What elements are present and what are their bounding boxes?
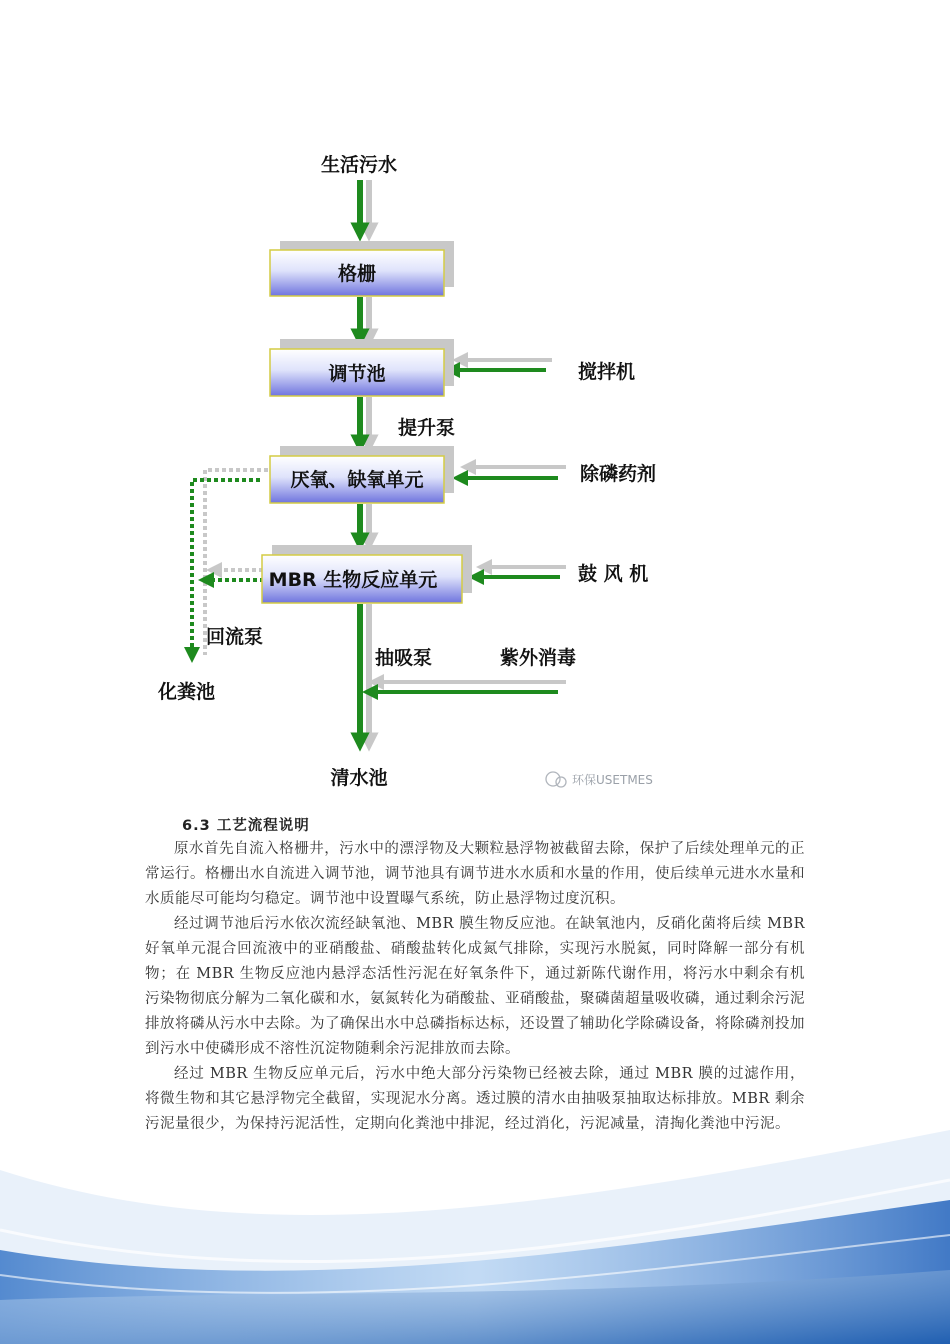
grid-box-label: 格栅: [337, 263, 377, 285]
mixer-arrow: [452, 360, 552, 370]
wechat-icon: [546, 772, 560, 786]
flow-arrow-tank-to-anoxic: [360, 397, 369, 444]
mbr-unit-box: [262, 545, 472, 603]
flow-arrow-inlet: [360, 180, 369, 232]
regulating-tank-box: [270, 339, 454, 396]
regulating-tank-label: 调节池: [328, 363, 386, 385]
return-pump-label: 回流泵: [206, 626, 264, 648]
flow-arrow-grid-to-tank: [360, 297, 369, 338]
grid-box: [270, 241, 454, 296]
flow-arrow-mbr-to-clear-water: [360, 604, 369, 742]
input-label: 生活污水: [320, 154, 398, 176]
paragraph-3: 经过 MBR 生物反应单元后，污水中绝大部分污染物已经被去除，通过 MBR 膜的过滤作用，将微生物和其它悬浮物完全截留，实现泥水分离。透过膜的清水由抽吸泵抽取达标排放。MBR 剩余污泥量很少，为保持污泥活性，定期向化粪池中排泥，经过消化，污泥减量，清掏化粪池中污泥。: [145, 1066, 805, 1132]
phosphorus-agent-arrow: [460, 467, 566, 478]
flow-arrow-anoxic-to-mbr: [360, 504, 369, 542]
anoxic-unit-box: [270, 446, 454, 503]
mbr-unit-label: MBR 生物反应单元: [268, 569, 438, 591]
watermark-text: 环保USETMES: [572, 773, 653, 787]
mixer-label: 搅拌机: [578, 361, 636, 383]
clear-water-tank-label: 清水池: [330, 767, 388, 789]
uv-disinfection-label: 紫外消毒: [500, 647, 577, 669]
anoxic-unit-label: 厌氧、缺氧单元: [290, 469, 424, 491]
paragraph-1: 原水首先自流入格栅井，污水中的漂浮物及大颗粒悬浮物被截留去除，保护了后续处理单元的正常运行。格栅出水自流进入调节池，调节池具有调节进水水质和水量的作用，使后续单元进水水量和水质能尽可能均匀稳定。调节池中设置曝气系统，防止悬浮物过度沉积。: [145, 841, 805, 907]
process-description: [145, 814, 805, 1137]
watermark: [546, 772, 653, 787]
lift-pump-label: 提升泵: [398, 417, 456, 439]
septic-tank-label: 化粪池: [158, 681, 216, 703]
phosphorus-agent-label: 除磷药剂: [580, 463, 657, 485]
uv-disinfection-arrow: [370, 682, 566, 692]
blower-label: 鼓 风 机: [578, 563, 649, 585]
blower-arrow: [476, 567, 566, 577]
suction-pump-label: 抽吸泵: [375, 647, 433, 669]
section-title: 6.3 工艺流程说明: [182, 818, 310, 834]
paragraph-2: 经过调节池后污水依次流经缺氧池、MBR 膜生物反应池。在缺氧池内，反硝化菌将后续 MBR 好氧单元混合回流液中的亚硝酸盐、硝酸盐转化成氮气排除，实现污水脱氮，同时降解一部分有机物；在 MBR 生物反应池内悬浮态活性污泥在好氧条件下，通过新陈代谢作用，将污水中剩余有机污染物彻底分解为二氧化碳和水，氨氮转化为硝酸盐、亚硝酸盐，聚磷菌超量吸收磷，通过剩余污泥排放将磷从污水中去除。为了确保出水中总磷指标达标，还设置了辅助化学除磷设备，将除磷剂投加到污水中使磷形成不溶性沉淀物随剩余污泥排放而去除。: [145, 916, 805, 1057]
